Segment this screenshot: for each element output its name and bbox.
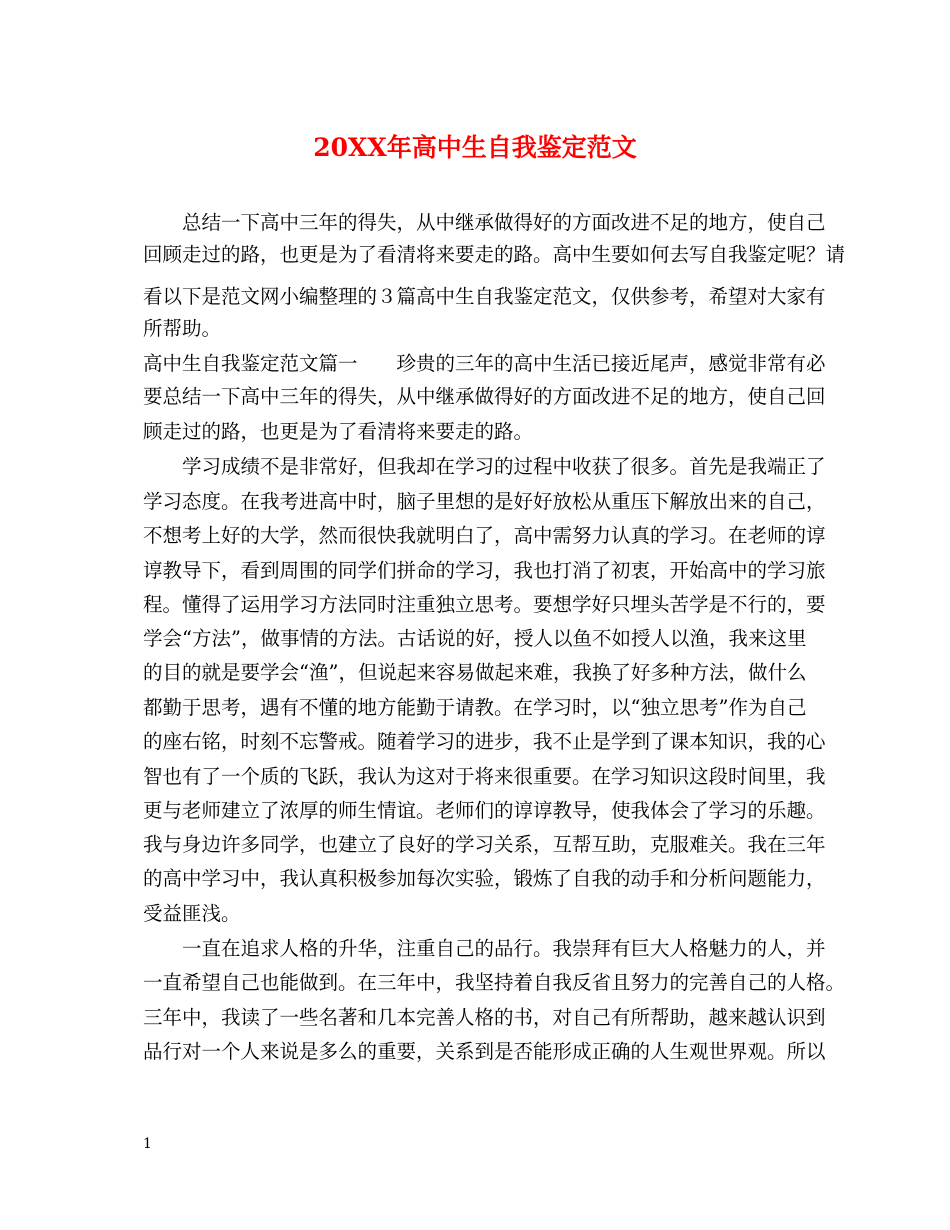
- body-line: 顾走过的路，也更是为了看清将来要走的路。: [143, 420, 534, 443]
- document-title: 20XX年高中生自我鉴定范文: [313, 133, 637, 162]
- body-line: 更与老师建立了浓厚的师生情谊。老师们的谆谆教导，使我体会了学习的乐趣。: [143, 799, 826, 822]
- body-line: 智也有了一个质的飞跃，我认为这对于将来很重要。在学习知识这段时间里，我: [143, 765, 826, 788]
- body-line: 都勤于思考，遇有不懂的地方能勤于请教。在学习时，以“独立思考”作为自己: [143, 696, 807, 719]
- body-line: 学会“方法”，做事情的方法。古话说的好，授人以鱼不如授人以渔，我来这里: [143, 627, 807, 650]
- body-line: 受益匪浅。: [143, 902, 241, 925]
- body-line: 三年中，我读了一些名著和几本完善人格的书，对自己有所帮助，越来越认识到: [143, 1006, 826, 1029]
- body-line: 的座右铭，时刻不忘警戒。随着学习的进步，我不止是学到了课本知识，我的心: [143, 730, 826, 753]
- body-line: 回顾走过的路，也更是为了看清将来要走的路。高中生要如何去写自我鉴定呢？请: [143, 243, 846, 266]
- body-line: 程。懂得了运用学习方法同时注重独立思考。要想学好只埋头苦学是不行的，要: [143, 593, 826, 616]
- body-line: 总结一下高中三年的得失，从中继承做得好的方面改进不足的地方，使自己: [143, 211, 826, 234]
- body-line: 学习态度。在我考进高中时，脑子里想的是好好放松从重压下解放出来的自己，: [143, 490, 826, 513]
- page-number: 1: [143, 1136, 152, 1152]
- body-line: 高中生自我鉴定范文篇一 珍贵的三年的高中生活已接近尾声，感觉非常有必: [143, 352, 826, 375]
- body-line: 我与身边许多同学，也建立了良好的学习关系，互帮互助，克服难关。我在三年: [143, 833, 826, 856]
- body-line: 看以下是范文网小编整理的３篇高中生自我鉴定范文，仅供参考，希望对大家有: [143, 285, 826, 308]
- body-line: 品行对一个人来说是多么的重要，关系到是否能形成正确的人生观世界观。所以: [143, 1040, 826, 1063]
- body-line: 学习成绩不是非常好，但我却在学习的过程中收获了很多。首先是我端正了: [143, 455, 826, 478]
- body-line: 的高中学习中，我认真积极参加每次实验，锻炼了自我的动手和分析问题能力，: [143, 867, 826, 890]
- body-line: 一直希望自己也能做到。在三年中，我坚持着自我反省且努力的完善自己的人格。: [143, 971, 846, 994]
- body-line: 要总结一下高中三年的得失，从中继承做得好的方面改进不足的地方，使自己回: [143, 385, 826, 408]
- body-line: 谆教导下，看到周围的同学们拼命的学习，我也打消了初衷，开始高中的学习旅: [143, 559, 826, 582]
- body-line: 的目的就是要学会“渔”，但说起来容易做起来难，我换了好多种方法，做什么: [143, 661, 807, 684]
- body-line: 不想考上好的大学，然而很快我就明白了，高中需努力认真的学习。在老师的谆: [143, 524, 826, 547]
- body-line: 所帮助。: [143, 317, 222, 340]
- body-line: 一直在追求人格的升华，注重自己的品行。我崇拜有巨大人格魅力的人，并: [143, 937, 826, 960]
